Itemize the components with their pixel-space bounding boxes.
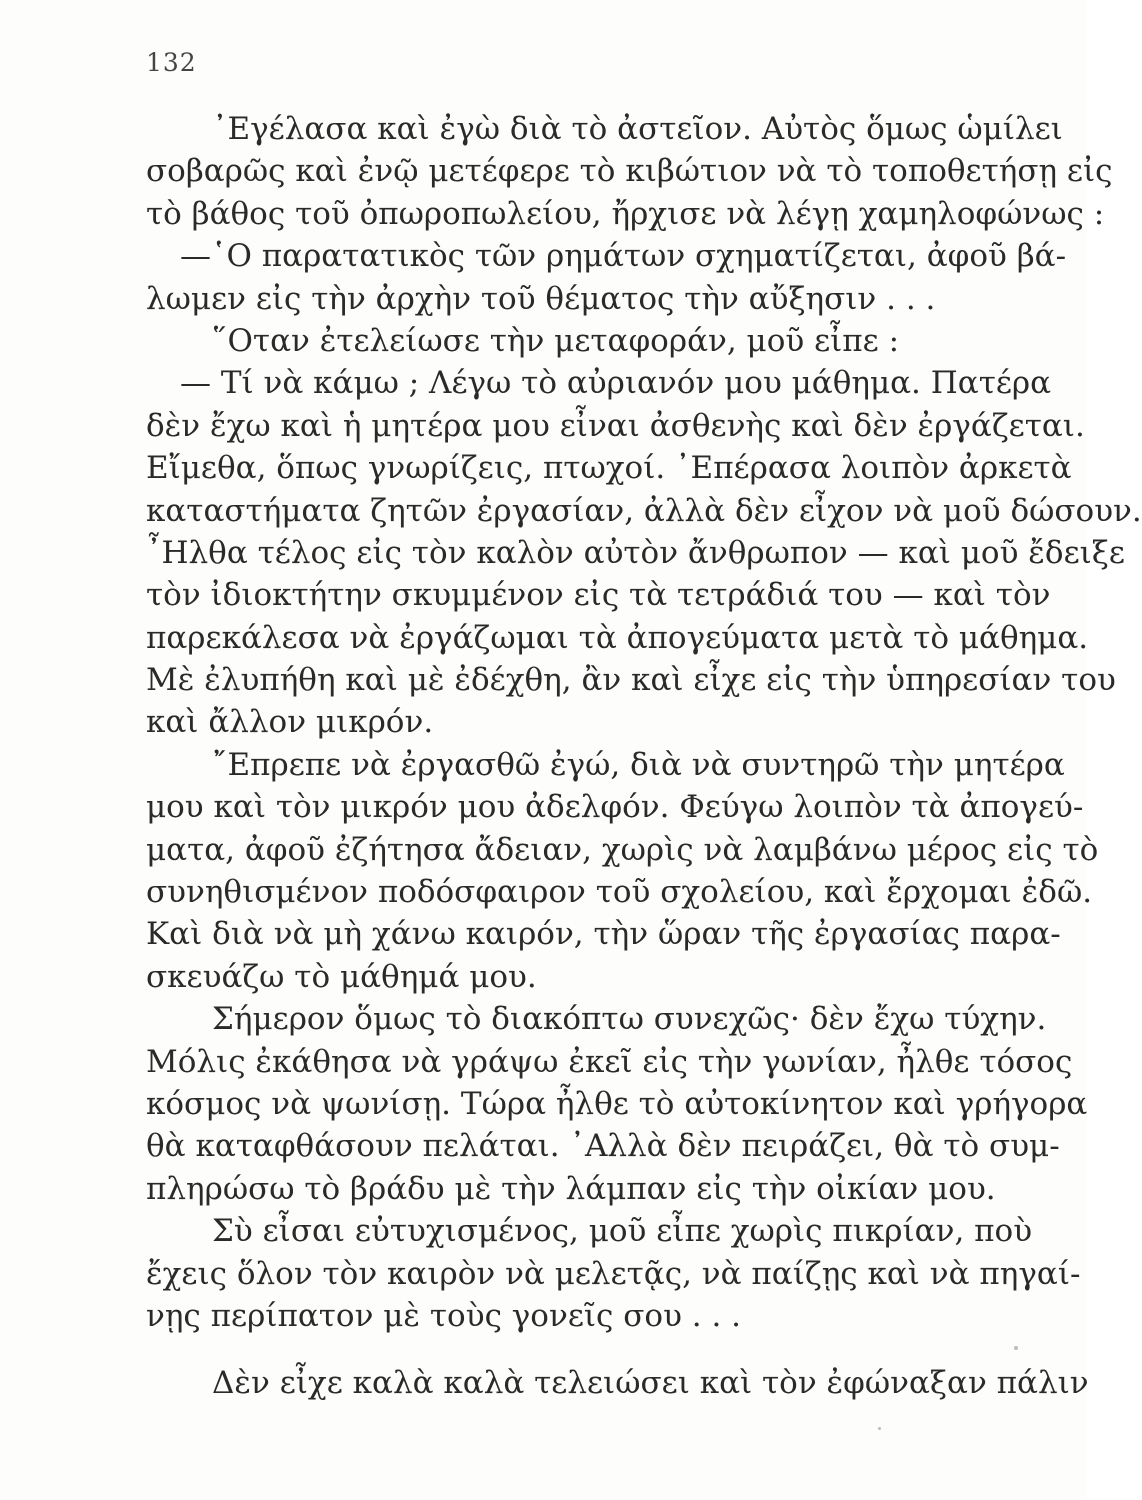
text-line: Καὶ διὰ νὰ μὴ χάνω καιρόν, τὴν ὥραν τῆς ἐργασίας παρα- xyxy=(146,916,1061,953)
text-line: τὸν ἰδιοκτήτην σκυμμένον εἰς τὰ τετράδιά του — καὶ τὸν xyxy=(146,577,1051,614)
text-line: ᾿Εγέλασα καὶ ἐγὼ διὰ τὸ ἀστεῖον. Αὐτὸς ὅμως ὡμίλει xyxy=(212,111,1063,147)
text-line: Σήμερον ὅμως τὸ διακόπτω συνεχῶς· δὲν ἔχω τύχην. xyxy=(212,1001,1047,1038)
text-line: ῏Ηλθα τέλος εἰς τὸν καλὸν αὐτὸν ἄνθρωπον — καὶ μοῦ ἔδειξε xyxy=(146,534,1125,571)
text-line: Σὺ εἶσαι εὐτυχισμένος, μοῦ εἶπε χωρὶς πικρίαν, ποὺ xyxy=(212,1213,1033,1250)
body-text xyxy=(146,108,1142,1405)
text-line: δὲν ἔχω καὶ ἡ μητέρα μου εἶναι ἀσθενὴς καὶ δὲν ἐργάζεται. xyxy=(146,407,1085,444)
text-line: σοβαρῶς καὶ ἐνῷ μετέφερε τὸ κιβώτιον νὰ τὸ τοποθετήσῃ εἰς xyxy=(146,153,1113,190)
text-line: —῾Ο παρατατικὸς τῶν ρημάτων σχηματίζεται, ἀφοῦ βά- xyxy=(180,238,1067,275)
text-line: Μὲ ἐλυπήθη καὶ μὲ ἐδέχθη, ἂν καὶ εἶχε εἰς τὴν ὑπηρεσίαν του xyxy=(146,662,1116,699)
text-line: κόσμος νὰ ψωνίσῃ. Τώρα ἦλθε τὸ αὐτοκίνητον καὶ γρήγορα xyxy=(146,1085,1088,1122)
text-line: ἔχεις ὅλον τὸν καιρὸν νὰ μελετᾷς, νὰ παίζῃς καὶ νὰ πηγαί- xyxy=(146,1255,1081,1292)
text-line: Εἴμεθα, ὅπως γνωρίζεις, πτωχοί. ᾿Επέρασα λοιπὸν ἀρκετὰ xyxy=(146,450,1072,487)
text-line: Δὲν εἶχε καλὰ καλὰ τελειώσει καὶ τὸν ἐφώναξαν πάλιν xyxy=(212,1365,1089,1402)
text-line: καὶ ἄλλον μικρόν. xyxy=(146,704,434,741)
text-line: θὰ καταφθάσουν πελάται. ᾿Αλλὰ δὲν πειράζει, θὰ τὸ συμ- xyxy=(146,1128,1060,1165)
text-line: καταστήματα ζητῶν ἐργασίαν, ἀλλὰ δὲν εἶχον νὰ μοῦ δώσουν. xyxy=(146,492,1142,529)
text-line: Μόλις ἐκάθησα νὰ γράψω ἐκεῖ εἰς τὴν γωνίαν, ἦλθε τόσος xyxy=(146,1043,1073,1080)
text-line: νῃς περίπατον μὲ τοὺς γονεῖς σου . . . xyxy=(146,1297,742,1334)
text-line: παρεκάλεσα νὰ ἐργάζωμαι τὰ ἀπογεύματα μετὰ τὸ μάθημα. xyxy=(146,619,1089,656)
paper-speck xyxy=(878,1427,881,1430)
text-line: πληρώσω τὸ βράδυ μὲ τὴν λάμπαν εἰς τὴν οἰκίαν μου. xyxy=(146,1170,996,1207)
text-line: ῎Επρεπε νὰ ἐργασθῶ ἐγώ, διὰ νὰ συντηρῶ τὴν μητέρα xyxy=(212,746,1065,783)
text-line: — Τί νὰ κάμω ; Λέγω τὸ αὐριανόν μου μάθημα. Πατέρα xyxy=(180,365,1052,402)
text-line: τὸ βάθος τοῦ ὀπωροπωλείου, ἤρχισε νὰ λέγῃ χαμηλοφώνως : xyxy=(146,195,1105,232)
text-line: ματα, ἀφοῦ ἐζήτησα ἄδειαν, χωρὶς νὰ λαμβάνω μέρος εἰς τὸ xyxy=(146,831,1099,868)
text-line: λωμεν εἰς τὴν ἀρχὴν τοῦ θέματος τὴν αὔξησιν . . . xyxy=(146,280,936,317)
text-line: ῞Οταν ἐτελείωσε τὴν μεταφοράν, μοῦ εἶπε : xyxy=(212,322,900,359)
text-line: σκευάζω τὸ μάθημά μου. xyxy=(146,958,537,995)
page-number: 132 xyxy=(146,48,197,77)
paper-speck xyxy=(1014,1346,1018,1350)
text-line: μου καὶ τὸν μικρόν μου ἀδελφόν. Φεύγω λοιπὸν τὰ ἀπογεύ- xyxy=(146,789,1084,826)
text-line: συνηθισμένον ποδόσφαιρον τοῦ σχολείου, καὶ ἔρχομαι ἐδῶ. xyxy=(146,874,1093,911)
